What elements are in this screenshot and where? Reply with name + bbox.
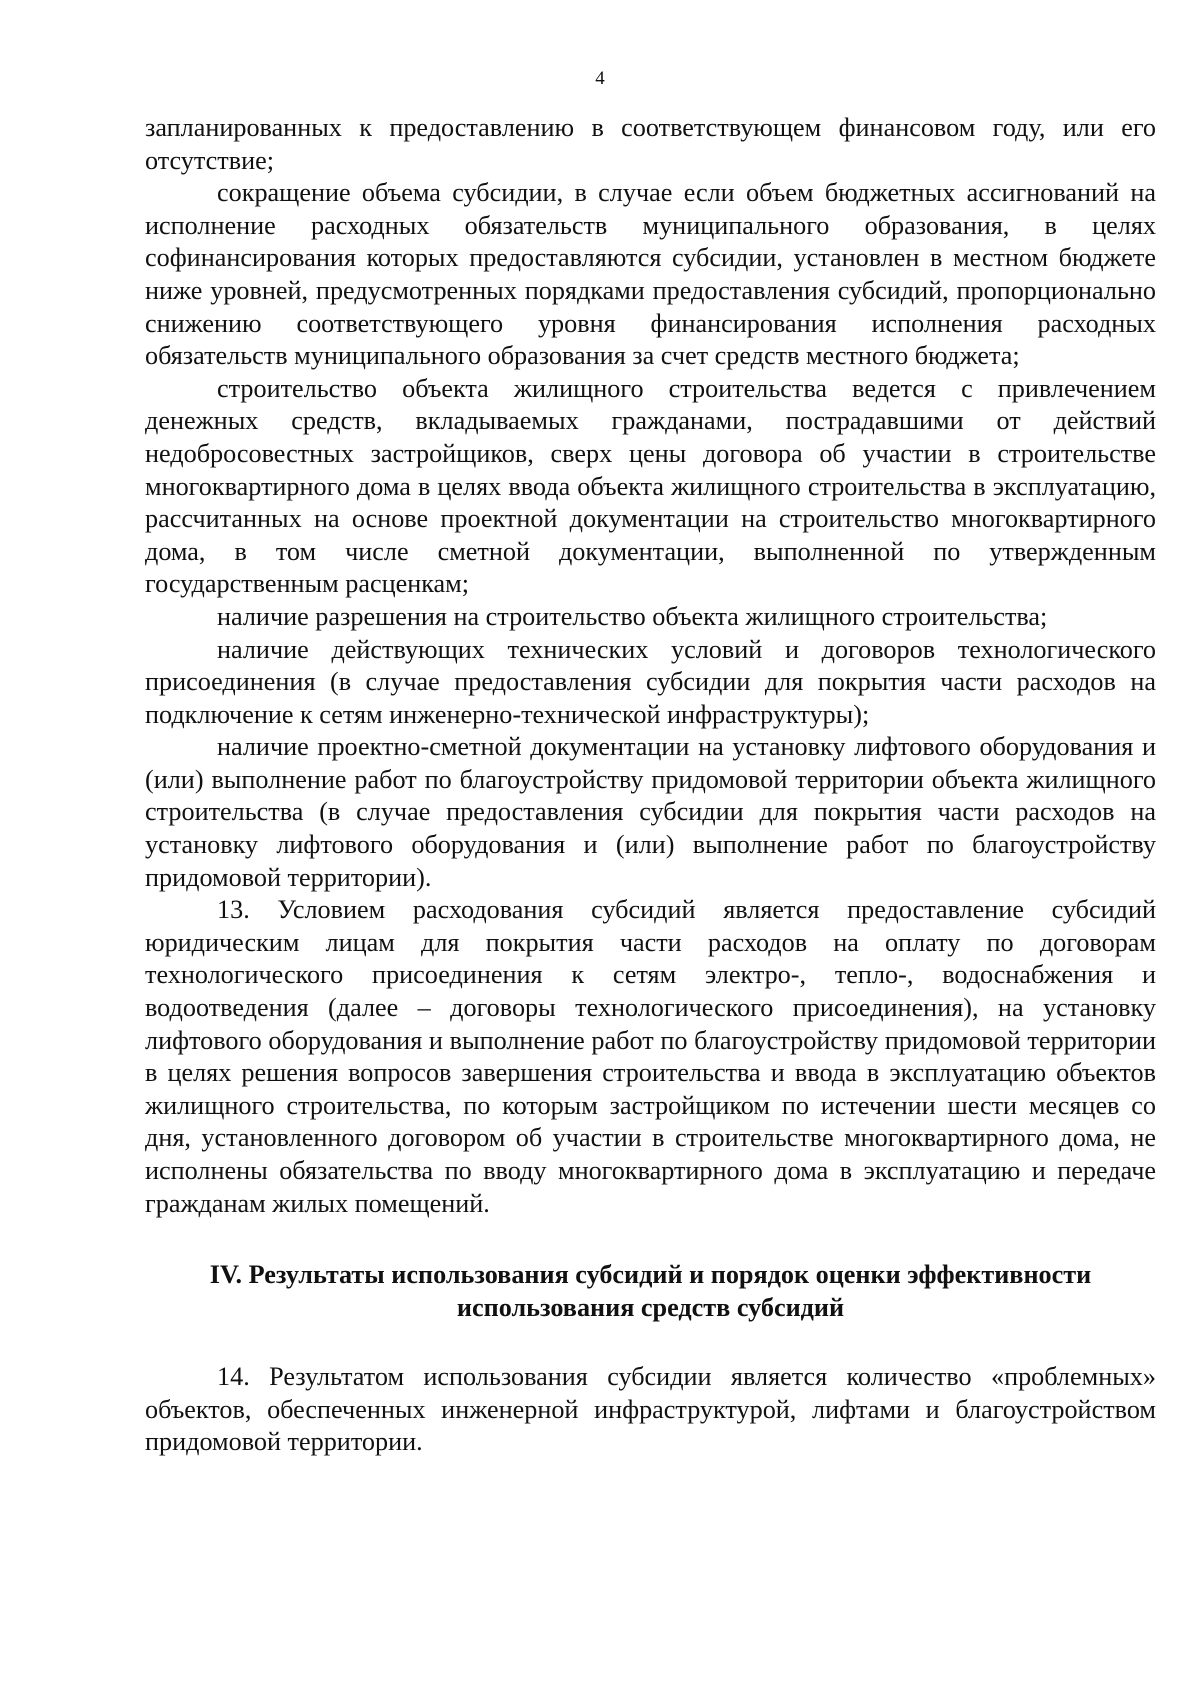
paragraph-permit: наличие разрешения на строительство объекта жилищного строительства; bbox=[217, 601, 1048, 631]
page-number: 4 bbox=[595, 68, 605, 89]
paragraph-clause-13: 13. Условием расходования субсидий является предоставление субсидий юридическим лицам для покрытия части расходов на оплату по договорам технологического присоединения к сетям электро-, тепло-, водоснабжения и водоотведения (далее – договоры технологического присоединения), на установку лифтового оборудования и выполнение работ по благоустройству придомовой территории в целях решения вопросов завершения строительства и ввода в эксплуатацию объектов жилищного строительства, по которым застройщиком по истечении шести месяцев со дня, установленного договором об участии в строительстве многоквартирного дома, не исполнены обязательства по вводу многоквартирного дома в эксплуатацию и передаче гражданам жилых помещений. bbox=[145, 895, 1156, 1218]
section-heading-line-2: использования средств субсидий bbox=[456, 1293, 845, 1323]
paragraph-design-estimate: наличие проектно-сметной документации на установку лифтового оборудования и (или) выполнение работ по благоустройству придомовой территории объекта жилищного строительства (в случае предоставления субсидии для покрытия части расходов на установку лифтового оборудования и (или) выполнение работ по благоустройству придомовой территории). bbox=[145, 732, 1156, 892]
section-heading bbox=[145, 1258, 1156, 1324]
paragraph-technical-conditions: наличие действующих технических условий и договоров технологического присоединения (в случае предоставления субсидии для покрытия части расходов на подключение к сетям инженерно-технической инфраструктуры); bbox=[145, 634, 1156, 729]
section-heading-line-1: IV. Результаты использования субсидий и порядок оценки эффективности bbox=[209, 1260, 1092, 1290]
paragraph-continuation: запланированных к предоставлению в соответствующем финансовом году, или его отсутствие; bbox=[145, 113, 1156, 175]
paragraph-construction-funds: строительство объекта жилищного строительства ведется с привлечением денежных средств, вкладываемых гражданами, пострадавшими от действий недобросовестных застройщиков, сверх цены договора об участии в строительстве многоквартирного дома в целях ввода объекта жилищного строительства в эксплуатацию, рассчитанных на основе проектной документации на строительство многоквартирного дома, в том числе сметной документации, выполненной по утвержденным государственным расценкам; bbox=[145, 373, 1156, 599]
paragraph-subsidy-reduction: сокращение объема субсидии, в случае если объем бюджетных ассигнований на исполнение расходных обязательств муниципального образования, в целях софинансирования которых предоставляются субсидии, установлен в местном бюджете ниже уровней, предусмотренных порядками предоставления субсидий, пропорционально снижению соответствующего уровня финансирования исполнения расходных обязательств муниципального образования за счет средств местного бюджета; bbox=[145, 178, 1156, 371]
paragraph-clause-14: 14. Результатом использования субсидии является количество «проблемных» объектов, обеспеченных инженерной инфраструктурой, лифтами и благоустройством придомовой территории. bbox=[145, 1362, 1156, 1457]
document-body bbox=[145, 112, 1156, 1459]
